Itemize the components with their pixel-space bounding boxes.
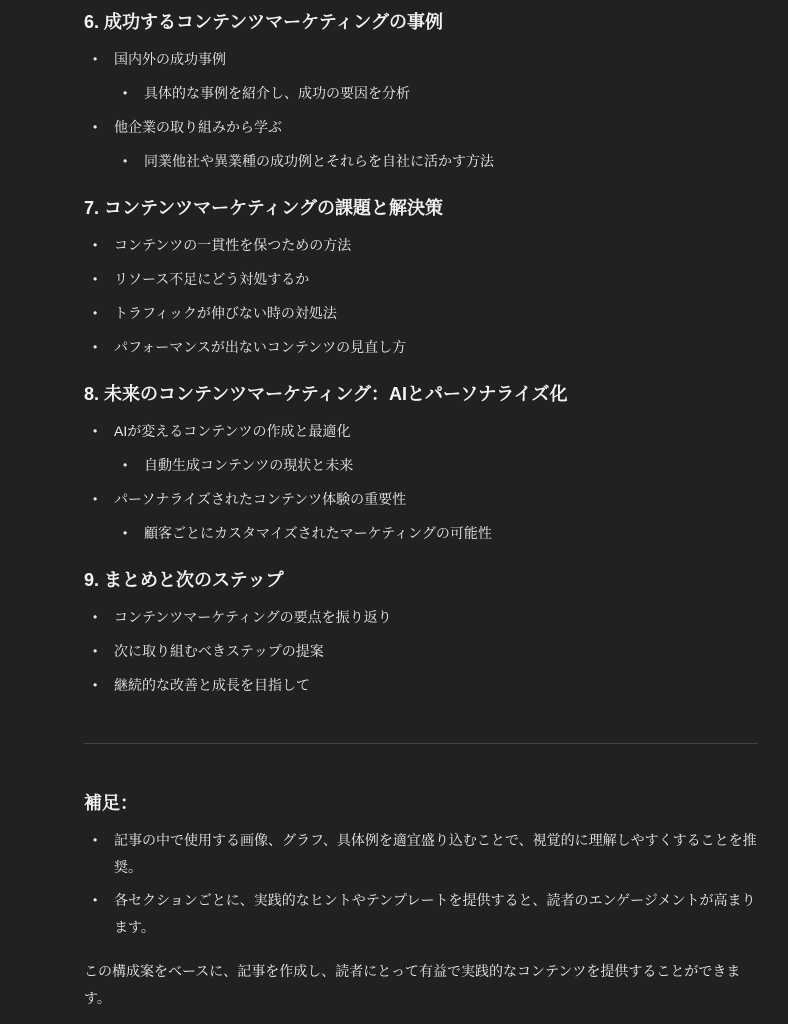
bullet-icon: • — [93, 644, 98, 658]
list-item: • コンテンツの一貫性を保つための方法 — [84, 228, 758, 262]
bullet-icon: • — [93, 306, 98, 320]
bullet-icon: • — [93, 678, 98, 692]
section-list — [84, 600, 758, 702]
list-item: • 顧客ごとにカスタマイズされたマーケティングの可能性 — [84, 516, 758, 550]
list-item: • リソース不足にどう対処するか — [84, 262, 758, 296]
list-item: • コンテンツマーケティングの要点を振り返り — [84, 600, 758, 634]
section-list — [84, 42, 758, 178]
list-item: • トラフィックが伸びない時の対処法 — [84, 296, 758, 330]
list-item: • 他企業の取り組みから学ぶ — [84, 110, 758, 144]
bullet-icon: • — [93, 238, 98, 252]
list-item: • 具体的な事例を紹介し、成功の要因を分析 — [84, 76, 758, 110]
bullet-icon: • — [93, 610, 98, 624]
list-item: • 記事の中で使用する画像、グラフ、具体例を適宜盛り込むことで、視覚的に理解しやすくすることを推奨。 — [84, 827, 758, 881]
section-heading: 9. まとめと次のステップ — [84, 570, 284, 590]
bullet-icon: • — [93, 833, 98, 847]
list-item: • パーソナライズされたコンテンツ体験の重要性 — [84, 482, 758, 516]
list-item: • AIが変えるコンテンツの作成と最適化 — [84, 414, 758, 448]
section-heading: 7. コンテンツマーケティングの課題と解決策 — [84, 198, 443, 218]
closing-paragraph: この構成案をベースに、記事を作成し、読者にとって有益で実践的なコンテンツを提供することができます。 — [84, 963, 741, 1006]
bullet-icon: • — [123, 86, 128, 100]
list-item: • 国内外の成功事例 — [84, 42, 758, 76]
bullet-icon: • — [93, 424, 98, 438]
bullet-icon: • — [123, 458, 128, 472]
bullet-icon: • — [93, 120, 98, 134]
list-item: • 自動生成コンテンツの現状と未来 — [84, 448, 758, 482]
bullet-icon: • — [93, 340, 98, 354]
bullet-icon: • — [123, 526, 128, 540]
list-item: • 次に取り組むべきステップの提案 — [84, 634, 758, 668]
bullet-icon: • — [123, 154, 128, 168]
list-item: • 継続的な改善と成長を目指して — [84, 668, 758, 702]
list-item: • 各セクションごとに、実践的なヒントやテンプレートを提供すると、読者のエンゲージメントが高まります。 — [84, 887, 758, 941]
list-item: • パフォーマンスが出ないコンテンツの見直し方 — [84, 330, 758, 364]
section-heading: 8. 未来のコンテンツマーケティング：AIとパーソナライズ化 — [84, 384, 568, 404]
bullet-icon: • — [93, 893, 98, 907]
bullet-icon: • — [93, 272, 98, 286]
notes-section — [84, 789, 758, 1012]
section-heading: 6. 成功するコンテンツマーケティングの事例 — [84, 12, 443, 32]
message-content — [84, 8, 758, 718]
divider — [84, 743, 758, 744]
notes-heading: 補足： — [84, 793, 138, 813]
bullet-icon: • — [93, 492, 98, 506]
section-list — [84, 228, 758, 364]
notes-list — [84, 827, 758, 941]
section-list — [84, 414, 758, 550]
bullet-icon: • — [93, 52, 98, 66]
list-item: • 同業他社や異業種の成功例とそれらを自社に活かす方法 — [84, 144, 758, 178]
